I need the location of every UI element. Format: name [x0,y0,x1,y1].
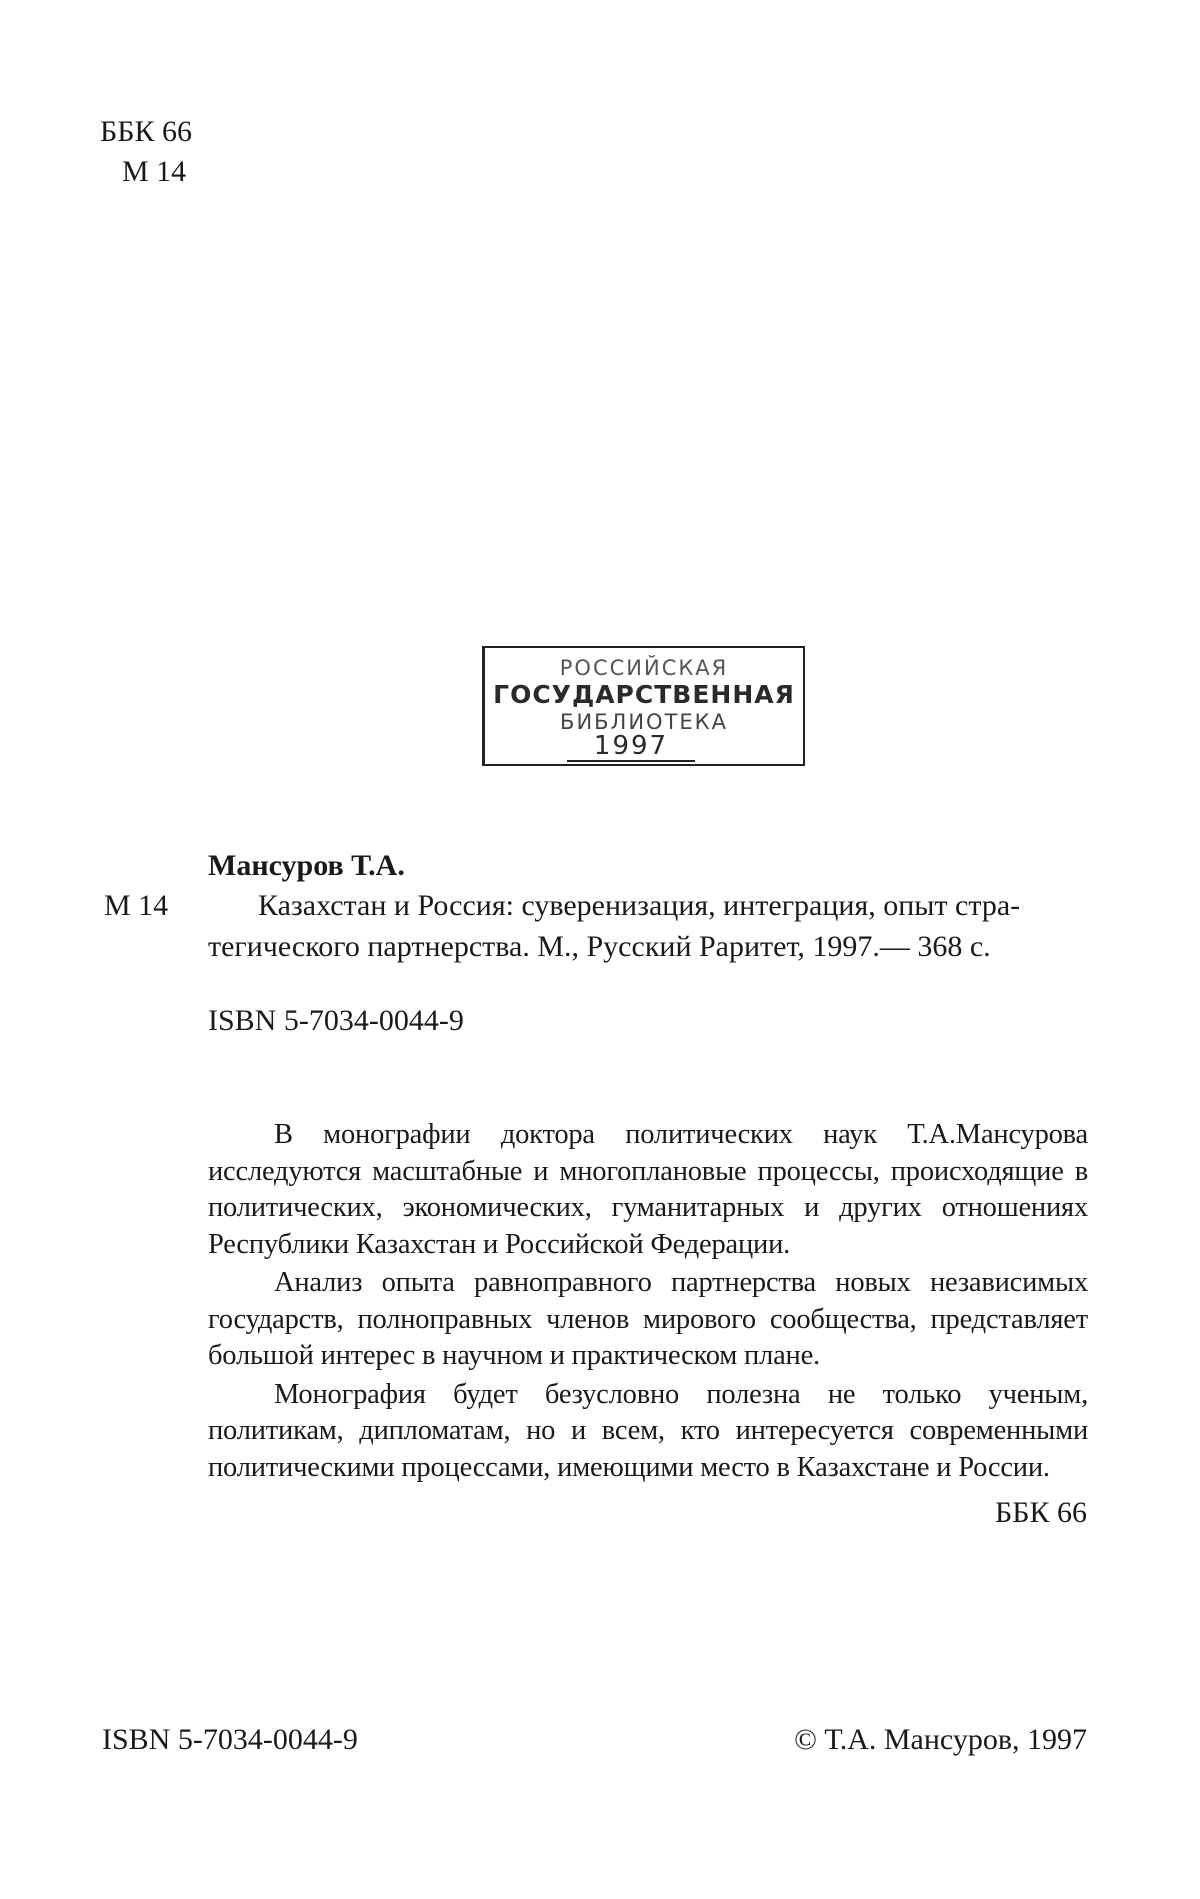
catalog-index: М 14 [104,889,169,922]
author-code: М 14 [122,155,187,188]
classification-block [100,112,192,192]
annotation-paragraph: Анализ опыта равноправного партнерства новых независимых государств, полноправных членов мирового сообщества, представляет большой интерес в научном и практическом плане. [208,1267,1088,1371]
library-stamp [482,646,805,766]
bbk-code: ББК 66 [100,115,192,148]
stamp-year: 1997 [567,732,695,762]
annotation-paragraph: Монография будет безусловно полезна не только ученым, политикам, дипломатам, но и всем, кто интересуется современными политическими процессами, имеющими место в Казахстане и России. [208,1378,1088,1483]
bbk-code-bottom: ББК 66 [995,1496,1087,1529]
stamp-line-2: ГОСУДАРСТВЕННАЯ [493,680,795,709]
author-name: Мансуров Т.А. [208,849,405,882]
title-line-2: тегического партнерства. М., Русский Раритет, 1997.— 368 с. [208,930,991,963]
footer-isbn: ISBN 5-7034-0044-9 [102,1723,358,1756]
title-line-1: Казахстан и Россия: суверенизация, интеграция, опыт стра- [258,889,1021,922]
stamp-line-1: РОССИЙСКАЯ [559,656,729,680]
isbn: ISBN 5-7034-0044-9 [208,1004,464,1037]
annotation-paragraph: В монографии доктора политических наук Т.А.Мансурова исследуются масштабные и многоплановые процессы, происходящие в политических, экономических, гуманитарных и других отношениях Республики Казахстан и Российской Федерации. [208,1119,1088,1260]
stamp-line-3: БИБЛИОТЕКА [560,710,728,734]
copyright-notice: © Т.А. Мансуров, 1997 [794,1723,1087,1756]
annotation [208,1117,1088,1486]
